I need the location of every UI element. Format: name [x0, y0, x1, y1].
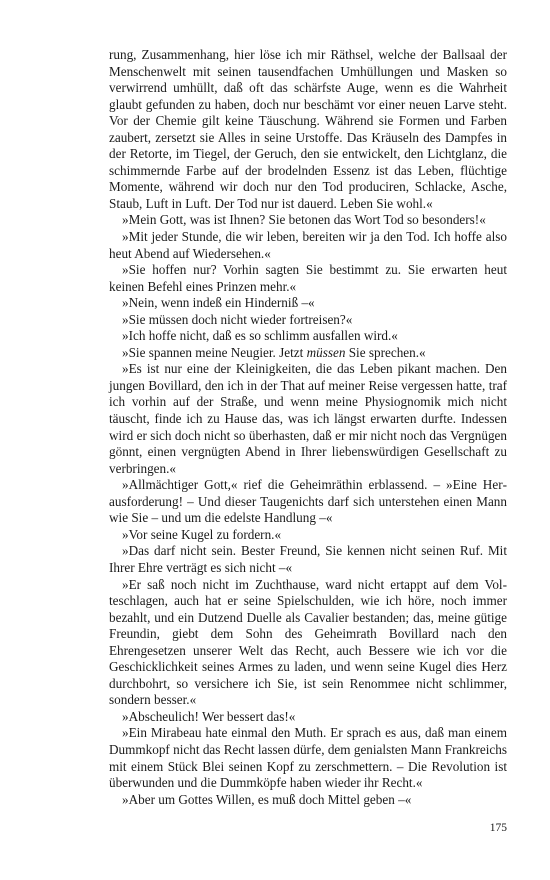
body-text	[109, 47, 507, 808]
paragraph: »Vor seine Kugel zu fordern.«	[122, 526, 282, 542]
paragraph-text: Sie sprechen.«	[345, 344, 426, 360]
paragraph: »Er saß noch nicht im Zuchthause, ward nicht ertappt auf dem Volteschlagen, auch hat er seine Spielschulden, wie ich höre, noch immer bezahlt, und ein Dutzend Duelle als Cavalier bestanden; das, meine gütige Freundin, giebt dem Sohn des Geheimrath Bovillard nach den Ehrengesetzen unserer Welt das Recht, auch Bessere wie ich vor die Geschicklichkeit seines Armes zu laden, und wenn seine Kugel dies Herz durchbohrt, so versichere ich Sie, ist sein Renommee nicht schlimmer, sondern besser.«	[109, 576, 507, 708]
paragraph: »Ich hoffe nicht, daß es so schlimm ausfallen wird.«	[122, 328, 398, 344]
paragraph	[109, 345, 507, 362]
paragraph: »Mein Gott, was ist Ihnen? Sie betonen das Wort Tod so besonders!«	[122, 212, 486, 228]
paragraph: »Mit jeder Stunde, die wir leben, bereiten wir ja den Tod. Ich hoffe also heut Abend auf Wiedersehen.«	[109, 229, 507, 261]
paragraph: »Ein Mirabeau hate einmal den Muth. Er sprach es aus, daß man einem Dummkopf nicht das Recht lassen dürfe, dem genialsten Mann Frankreichs mit einem Stück Blei seinen Kopf zu zerschmettern. – Die Revolution ist überwunden und die Dummköpfe haben wieder ihr Recht.«	[109, 725, 507, 791]
paragraph-text: »Sie spannen meine Neugier. Jetzt	[122, 344, 307, 360]
paragraph: »Das darf nicht sein. Bester Freund, Sie kennen nicht seinen Ruf. Mit Ihrer Ehre verträgt es sich nicht –«	[109, 543, 507, 575]
paragraph: »Abscheulich! Wer bessert das!«	[122, 708, 296, 724]
paragraph: »Aber um Gottes Willen, es muß doch Mittel geben –«	[122, 791, 412, 807]
paragraph: rung, Zusammenhang, hier löse ich mir Räthsel, welche der Ballsaal der Menschenwelt mit seinen tausendfachen Umhüllungen und Masken so verwirrend umhüllt, daß oft das schärfste Auge, wenn es die Wahrheit glaubt gefunden zu haben, doch nur beschämt vor einer neuen Larve steht. Vor der Chemie gilt keine Täuschung. Während sie Formen und Farben zaubert, zersetzt sie Alles in seine Urstoffe. Das Kräuseln des Dampfes in der Retorte, im Tiegel, der Geruch, den sie entwickelt, den Lichtglanz, die schimmernde Farbe auf der brodelnden Essenz ist das Leben, flüchtige Momente, während wir doch nur den Tod produciren, Schlacke, Asche, Staub, Luft in Luft. Der Tod nur ist dauerd. Leben Sie wohl.«	[109, 47, 507, 211]
paragraph: »Sie müssen doch nicht wieder fortreisen?«	[122, 311, 353, 327]
paragraph: »Sie hoffen nur? Vorhin sagten Sie bestimmt zu. Sie erwarten heut keinen Befehl eines Prinzen mehr.«	[109, 262, 507, 294]
paragraph: »Nein, wenn indeß ein Hinderniß –«	[122, 295, 315, 311]
emphasis-text: müssen	[306, 344, 346, 360]
paragraph: »Allmächtiger Gott,« rief die Geheimräthin erblassend. – »Eine Herausforderung! – Und dieser Taugenichts darf sich unterstehen einen Mann wie Sie – und um die edelste Handlung –«	[109, 477, 507, 526]
page-number: 175	[489, 822, 507, 834]
paragraph: »Es ist nur eine der Kleinigkeiten, die das Leben pikant machen. Den jungen Bovillard, den ich in der That auf meiner Reise vergessen hatte, traf ich vorhin auf der Straße, und wenn meine Physiognomik mich nicht täuscht, finde ich zu Hause das, was ich längst erwarten durfte. Indessen wird er sich doch nicht so überhasten, daß er mir nicht noch das Vergnügen gönnt, einen vergnügten Abend in Ihrer liebenswürdigen Gesellschaft zu verbringen.«	[109, 361, 507, 476]
